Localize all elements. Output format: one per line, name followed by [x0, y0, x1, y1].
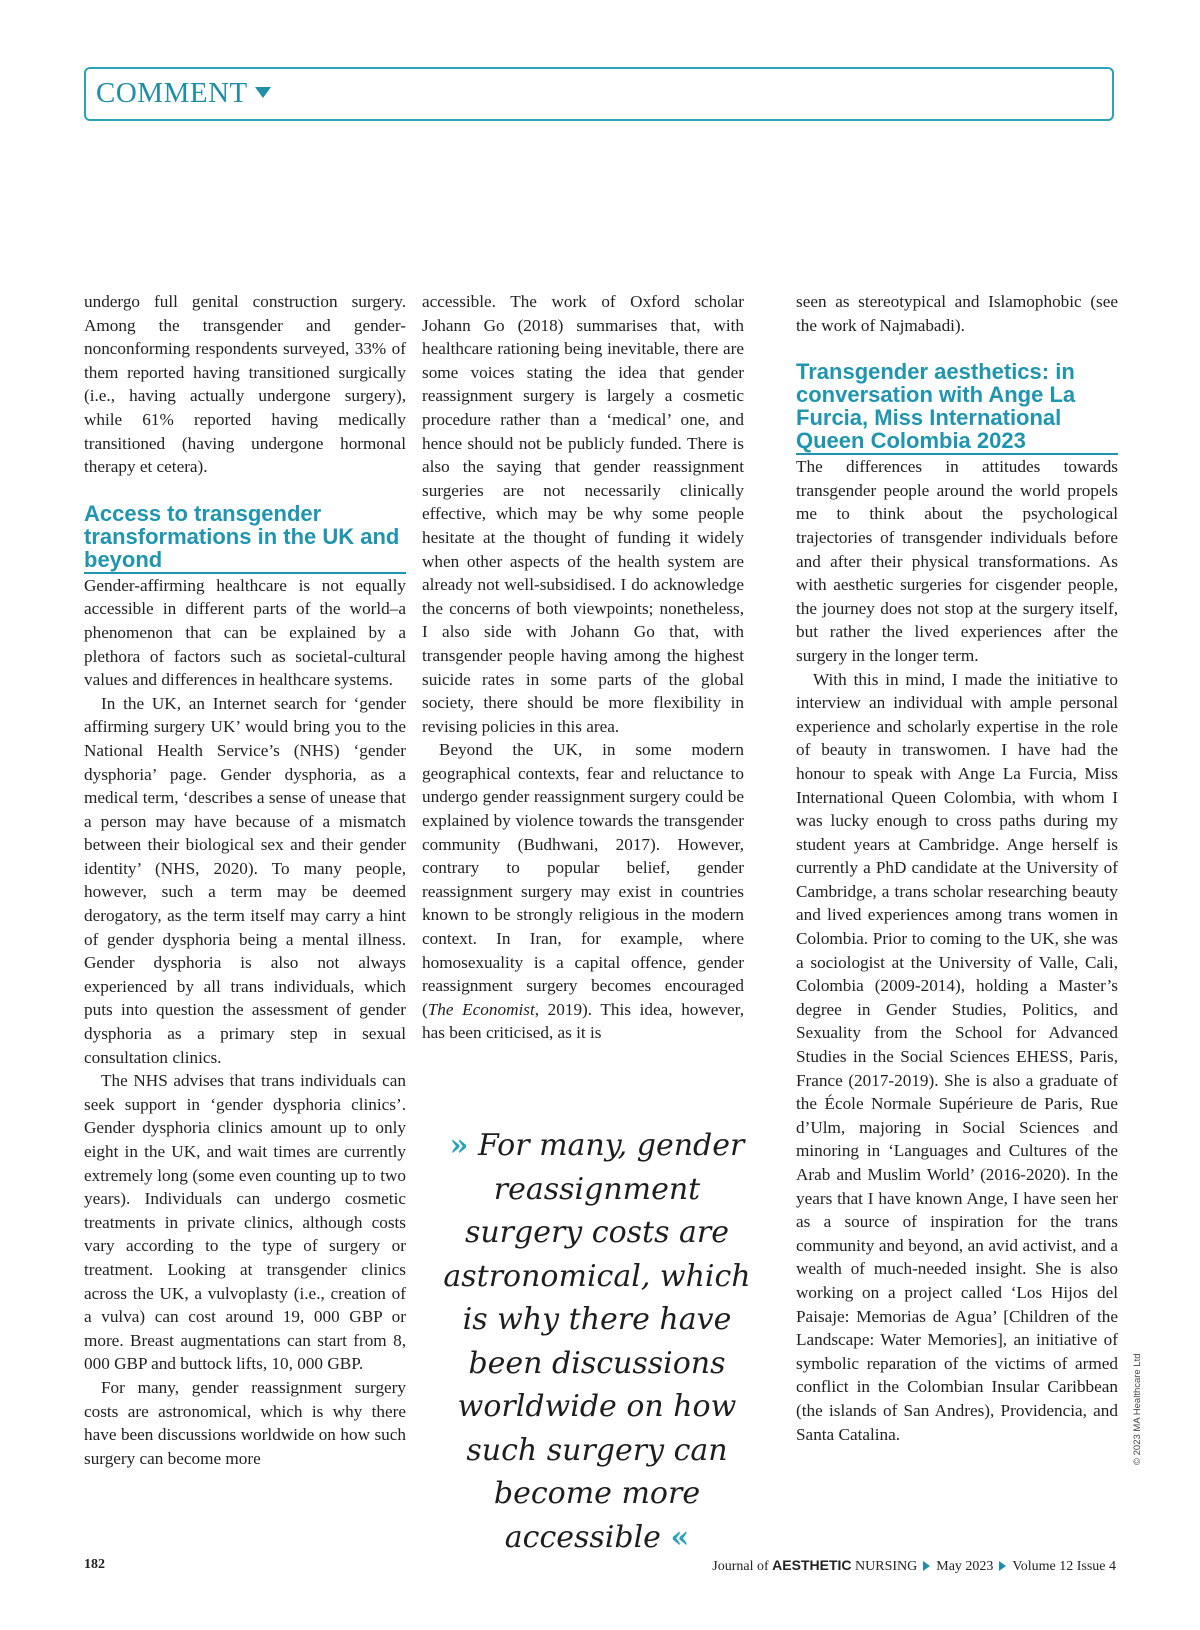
- paragraph-text: Beyond the UK, in some modern geographical contexts, fear and reluctance to undergo gender reassignment surgery could be explained by violence towards the transgender community (Budhwani, 2017). However, contrary to popular belief, gender reassignment surgery may exist in countries known to be strongly religious in the modern context. In Iran, for example, where homosexuality is a capital offence, gender reassignment surgery becomes encouraged (: [422, 740, 744, 1019]
- arrow-right-icon: [923, 1561, 930, 1571]
- issue-date: May 2023: [936, 1559, 994, 1574]
- publication-title: The Economist: [427, 999, 535, 1019]
- volume-issue: Volume 12 Issue 4: [1012, 1559, 1116, 1574]
- paragraph-text: , 2019). This idea, however, has been criticised, as it is: [422, 999, 744, 1043]
- arrow-right-icon: [999, 1561, 1006, 1571]
- quote-open-icon: »: [449, 1128, 469, 1163]
- copyright-notice: © 2023 MA Healthcare Ltd: [1132, 1353, 1143, 1465]
- subheading-transgender-aesthetics: Transgender aesthetics: in conversation with Ange La Furcia, Miss International Queen Colombia 2023: [796, 360, 1118, 455]
- column-middle: [422, 290, 744, 1045]
- journal-prefix: Journal of: [712, 1559, 773, 1574]
- section-label-text: COMMENT: [96, 77, 248, 109]
- quote-close-icon: «: [670, 1519, 690, 1555]
- pull-quote: [432, 1124, 762, 1559]
- paragraph: Gender-affirming healthcare is not equally accessible in different parts of the world–a phenomenon that can be explained by a plethora of factors such as societal-cultural values and differences in healthcare systems.: [84, 575, 406, 690]
- paragraph: accessible. The work of Oxford scholar Johann Go (2018) summarises that, with healthcare rationing being inevitable, there are some voices stating the idea that gender reassignment surgery is largely a cosmetic procedure rather than a ‘medical’ one, and hence should not be publicly funded. There is also the saying that gender reassignment surgeries are not necessarily clinically effective, which may be why some people hesitate at the thought of funding it widely when other aspects of the health system are already not well-subsidised. I do acknowledge the concerns of both viewpoints; nonetheless, I also side with Johann Go that, with transgender people having among the highest suicide rates in some parts of the global society, there should be more flexibility in revising policies in this area.: [422, 292, 744, 736]
- paragraph: undergo full genital construction surgery. Among the transgender and gender-nonconforming respondents surveyed, 33% of them reported having transitioned surgically (i.e., having actually undergone surgery), while 61% reported having medically transitioned (having undergone hormonal therapy et cetera).: [84, 292, 406, 477]
- journal-brand: AESTHETIC: [772, 1557, 852, 1573]
- subheading-access: Access to transgender transformations in the UK and beyond: [84, 502, 406, 574]
- paragraph: With this in mind, I made the initiative to interview an individual with ample personal experience and scholarly expertise in the role of beauty in transwomen. I have had the honour to speak with Ange La Furcia, Miss International Queen Colombia, with whom I was lucky enough to cross paths during my student years at Cambridge. Ange herself is currently a PhD candidate at the University of Cambridge, a trans scholar researching beauty and lived experiences among trans women in Colombia. Prior to coming to the UK, she was a sociologist at the University of Valle, Cali, Colombia (2009-2014), holding a Master’s degree in Gender Studies, Politics, and Sexuality from the School for Advanced Studies in the Social Sciences EHESS, Paris, France (2017-2019). She is also a graduate of the École Normale Supérieure de Paris, Rue d’Ulm, majoring in Social Sciences and minoring in ‘Languages and Cultures of the Arab and Muslim World’ (2016-2020). In the years that I have known Ange, I have seen her as a source of inspiration for the trans community and beyond, an avid activist, and a wealth of much-needed insight. She is also working on a project called ‘Los Hijos del Paisaje: Memorias de Agua’ [Children of the Landscape: Water Memories], an initiative of symbolic reparation of the victims of armed conflict in the Colombian Insular Caribbean (the islands of San Andres), Providencia, and Santa Catalina.: [796, 669, 1118, 1444]
- triangle-down-icon: [255, 87, 271, 98]
- column-right: [796, 290, 1118, 1446]
- paragraph: In the UK, an Internet search for ‘gender affirming surgery UK’ would bring you to the National Health Service’s (NHS) ‘gender dysphoria’ page. Gender dysphoria, as a medical term, ‘describes a sense of unease that a person may have because of a mismatch between their biological sex and their gender identity’ (NHS, 2020). To many people, however, such a term may be deemed derogatory, as the term itself may carry a hint of gender dysphoria being a mental illness. Gender dysphoria is also not always experienced by all trans individuals, which puts into question the assessment of gender dysphoria as a primary step in sexual consultation clinics.: [84, 693, 406, 1067]
- journal-suffix: NURSING: [851, 1559, 918, 1574]
- section-header-box: [84, 67, 1114, 121]
- journal-info: [712, 1557, 1116, 1575]
- paragraph: [422, 738, 744, 1045]
- paragraph: seen as stereotypical and Islamophobic (see the work of Najmabadi).: [796, 292, 1118, 335]
- paragraph: The differences in attitudes towards transgender people around the world propels me to think about the psychological trajectories of transgender individuals before and after their physical transformations. As with aesthetic surgeries for cisgender people, the journey does not stop at the surgery itself, but rather the lived experiences after the surgery in the longer term.: [796, 457, 1118, 665]
- paragraph: The NHS advises that trans individuals can seek support in ‘gender dysphoria clinics’. Gender dysphoria clinics amount up to only eight in the UK, and wait times are currently extremely long (some even counting up to two years). Individuals can undergo cosmetic treatments in private clinics, although costs vary according to the type of surgery or treatment. Looking at transgender clinics across the UK, a vulvoplasty (i.e., creation of a vulva) can cost around 19, 000 GBP or more. Breast augmentations can start from 8, 000 GBP and buttock lifts, 10, 000 GBP.: [84, 1071, 406, 1374]
- section-label: [96, 77, 271, 110]
- pull-quote-text: For many, gender reassignment surgery costs are astronomical, which is why there have been discussions worldwide on how such surgery can become more accessible: [443, 1128, 751, 1555]
- page-number: 182: [84, 1557, 105, 1572]
- paragraph: For many, gender reassignment surgery costs are astronomical, which is why there have been discussions worldwide on how such surgery can become more: [84, 1377, 406, 1468]
- column-left: [84, 290, 406, 1470]
